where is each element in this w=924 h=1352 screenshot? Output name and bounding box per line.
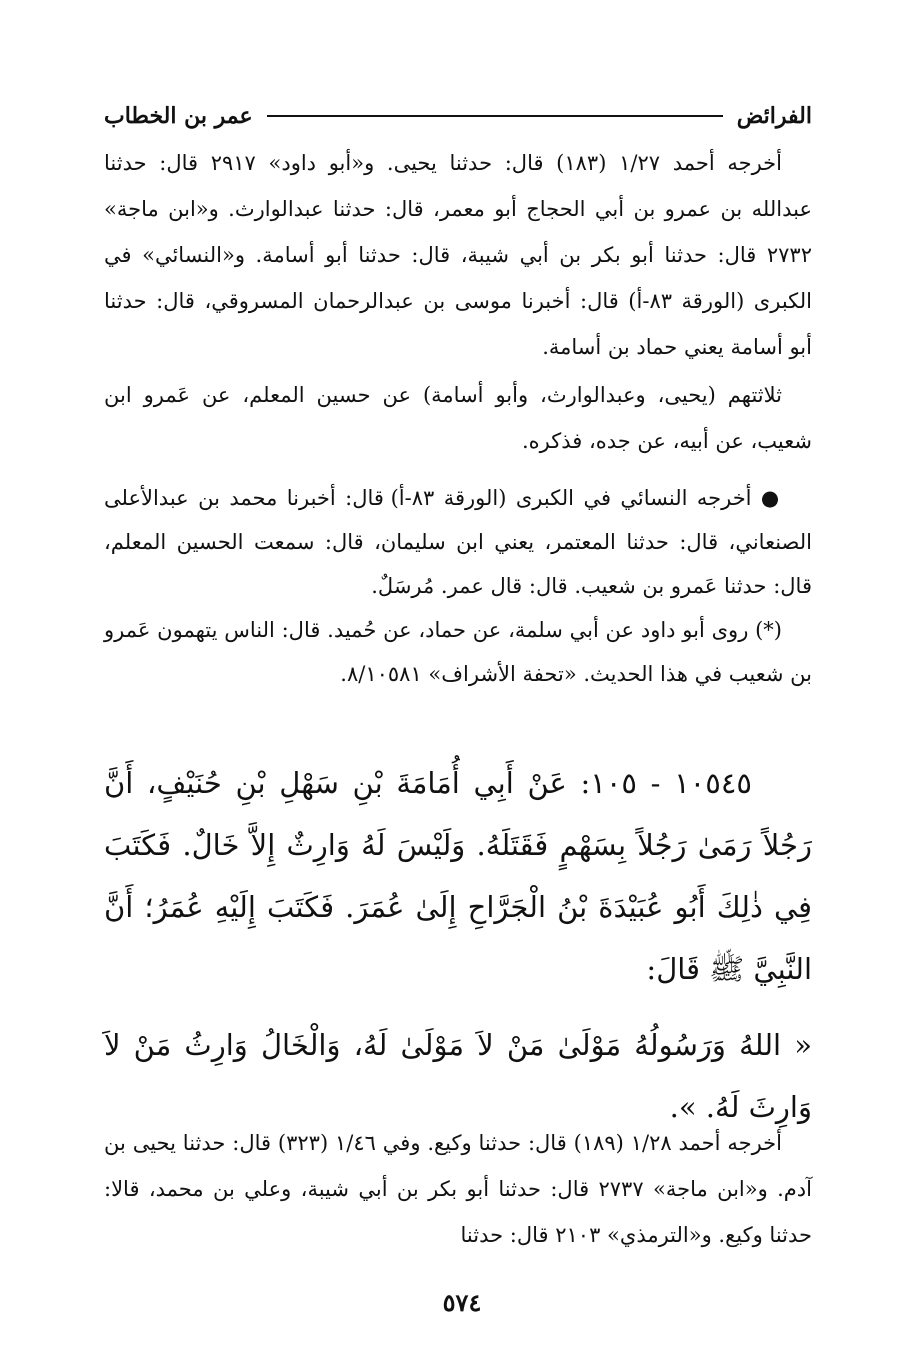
header-rule bbox=[267, 115, 723, 117]
hadith-quote: « اللهُ وَرَسُولُهُ مَوْلَىٰ مَنْ لاَ مَوْلَىٰ لَهُ، وَالْخَالُ وَارِثُ مَنْ لاَ وَارِثَ لَهُ. ». bbox=[104, 1028, 812, 1124]
header-right-title: الفرائض bbox=[736, 103, 812, 129]
header-left-title: عمر بن الخطاب bbox=[104, 103, 253, 129]
footnote-bottom bbox=[104, 1120, 812, 1258]
footnote-paragraph: ● أخرجه النسائي في الكبرى (الورقة ٨٣-أ) قال: أخبرنا محمد بن عبدالأعلى الصنعاني، قال: حدثنا المعتمر، يعني ابن سليمان، قال: سمعت الحسين المعلم، قال: حدثنا عَمرو بن شعيب. قال: قال عمر. مُرسَلٌ. bbox=[104, 486, 812, 598]
hadith-text bbox=[104, 752, 812, 1138]
page-number: ٥٧٤ bbox=[442, 1288, 482, 1317]
footnote-paragraph: أخرجه أحمد ١/٢٧ (١٨٣) قال: حدثنا يحيى. و«أبو داود» ٢٩١٧ قال: حدثنا عبدالله بن عمرو بن أبي الحجاج أبو معمر، قال: حدثنا عبدالوارث. و«ابن ماجة» ٢٧٣٢ قال: حدثنا أبو بكر بن أبي شيبة، قال: حدثنا أبو أسامة. و«النسائي» في الكبرى (الورقة ٨٣-أ) قال: أخبرنا موسى بن عبدالرحمان المسروقي، قال: حدثنا أبو أسامة يعني حماد بن أسامة. bbox=[104, 151, 812, 359]
footnote-paragraph: أخرجه أحمد ١/٢٨ (١٨٩) قال: حدثنا وكيع. وفي ١/٤٦ (٣٢٣) قال: حدثنا يحيى بن آدم. و«ابن ماجة» ٢٧٣٧ قال: حدثنا أبو بكر بن أبي شيبة، وعلي بن محمد، قالا: حدثنا وكيع. و«الترمذي» ٢١٠٣ قال: حدثنا bbox=[104, 1131, 812, 1247]
running-header bbox=[104, 96, 812, 136]
footnote-paragraph: ثلاثتهم (يحيى، وعبدالوارث، وأبو أسامة) عن حسين المعلم، عن عَمرو ابن شعيب، عن أبيه، عن جده، فذكره. bbox=[104, 383, 812, 453]
hadith-narration: ١٠٥٤٥ - ١٠٥: عَنْ أَبِي أُمَامَةَ بْنِ سَهْلِ بْنِ حُنَيْفٍ، أَنَّ رَجُلاً رَمَىٰ رَجُلاً بِسَهْمٍ فَقَتَلَهُ. وَلَيْسَ لَهُ وَارِثٌ إِلاَّ خَالٌ. فَكَتَبَ فِي ذٰلِكَ أَبُو عُبَيْدَةَ بْنُ الْجَرَّاحِ إِلَىٰ عُمَرَ. فَكَتَبَ إِلَيْهِ عُمَرُ؛ أَنَّ النَّبِيَّ ﷺ قَالَ: bbox=[104, 766, 812, 986]
footnote-paragraph: (*) روى أبو داود عن أبي سلمة، عن حماد، عن حُميد. قال: الناس يتهمون عَمرو بن شعيب في هذا الحديث. «تحفة الأشراف» ٨/١٠٥٨١. bbox=[104, 618, 812, 686]
footnote-top bbox=[104, 140, 812, 696]
